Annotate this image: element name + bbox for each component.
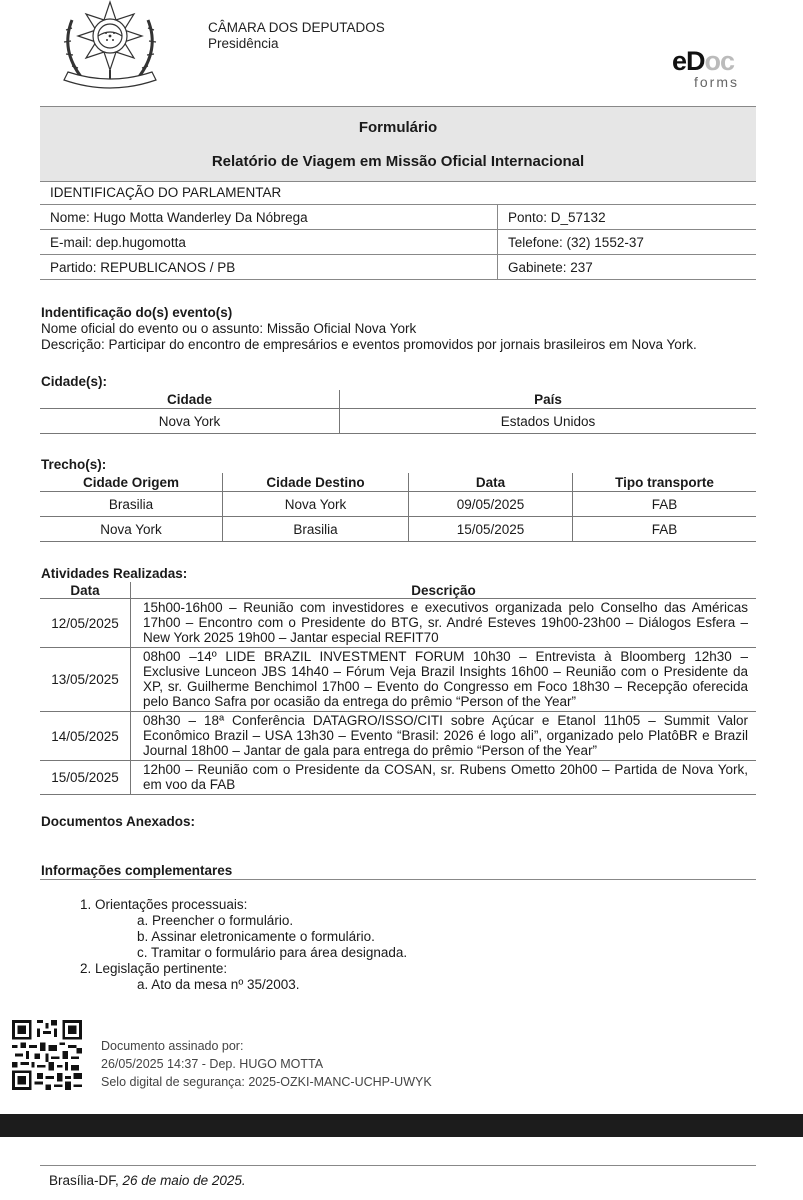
list-item: a. Preencher o formulário. — [137, 913, 294, 928]
col-origem: Cidade Origem — [40, 473, 223, 492]
trechos-heading: Trecho(s): — [41, 457, 107, 472]
atividade-data-cell: 14/05/2025 — [40, 712, 131, 761]
footer-city: Brasília-DF, — [49, 1173, 119, 1188]
trechos-table — [40, 473, 756, 542]
ponto-field: Ponto: D_57132 — [498, 205, 757, 230]
organization-name — [208, 20, 385, 52]
col-pais: País — [340, 390, 757, 409]
transporte-cell: FAB — [573, 517, 757, 542]
edoc-forms-logo — [672, 48, 772, 94]
cidades-table — [40, 390, 756, 434]
col-cidade: Cidade — [40, 390, 340, 409]
gabinete-field: Gabinete: 237 — [498, 255, 757, 280]
data-cell: 09/05/2025 — [409, 492, 573, 517]
logo-e: e — [672, 46, 687, 76]
qr-code-icon — [12, 1020, 82, 1090]
org-line2: Presidência — [208, 36, 279, 51]
brasao-republica-icon — [52, 0, 168, 94]
signature-block — [101, 1037, 432, 1091]
transporte-cell: FAB — [573, 492, 757, 517]
org-line1: CÂMARA DOS DEPUTADOS — [208, 20, 385, 35]
atividade-data-cell: 13/05/2025 — [40, 648, 131, 712]
atividades-heading: Atividades Realizadas: — [41, 566, 188, 581]
evento-nome: Nome oficial do evento ou o assunto: Missão Oficial Nova York — [41, 321, 417, 336]
list-item: 1. Orientações processuais: — [80, 897, 248, 912]
list-item: 2. Legislação pertinente: — [80, 961, 228, 976]
atividades-table — [40, 582, 756, 795]
form-subtitle: Relatório de Viagem em Missão Oficial Internacional — [211, 153, 585, 170]
logo-d: D — [686, 46, 705, 76]
cidade-cell: Nova York — [40, 409, 340, 434]
identification-heading: IDENTIFICAÇÃO DO PARLAMENTAR — [40, 180, 756, 205]
identification-table — [40, 180, 756, 280]
footer-date: 26 de maio de 2025. — [122, 1173, 246, 1188]
table-row — [40, 492, 756, 517]
col-destino: Cidade Destino — [223, 473, 409, 492]
documentos-heading: Documentos Anexados: — [41, 814, 196, 829]
signature-line1: Documento assinado por: — [101, 1039, 244, 1053]
list-item: b. Assinar eletronicamente o formulário. — [137, 929, 375, 944]
table-row — [40, 517, 756, 542]
table-row — [40, 648, 756, 712]
destino-cell: Brasilia — [223, 517, 409, 542]
form-title: Formulário — [358, 119, 438, 136]
form-title-band — [40, 106, 756, 182]
logo-sub: forms — [694, 74, 739, 90]
col-atividade-descricao: Descrição — [131, 582, 757, 599]
table-row — [40, 712, 756, 761]
origem-cell: Nova York — [40, 517, 223, 542]
list-item: a. Ato da mesa nº 35/2003. — [137, 977, 300, 992]
informacoes-heading: Informações complementares — [41, 863, 233, 878]
table-row — [40, 761, 756, 795]
evento-heading: Indentificação do(s) evento(s) — [41, 305, 233, 320]
atividade-data-cell: 12/05/2025 — [40, 599, 131, 648]
footer-bar — [0, 1114, 803, 1137]
destino-cell: Nova York — [223, 492, 409, 517]
atividade-data-cell: 15/05/2025 — [40, 761, 131, 795]
pais-cell: Estados Unidos — [340, 409, 757, 434]
data-cell: 15/05/2025 — [409, 517, 573, 542]
list-item: c. Tramitar o formulário para área designada. — [137, 945, 408, 960]
signature-line3: Selo digital de segurança: 2025-OZKI-MANC-UCHP-UWYK — [101, 1075, 432, 1089]
col-transporte: Tipo transporte — [573, 473, 757, 492]
partido-field: Partido: REPUBLICANOS / PB — [40, 255, 498, 280]
signature-line2: 26/05/2025 14:37 - Dep. HUGO MOTTA — [101, 1057, 324, 1071]
telefone-field: Telefone: (32) 1552-37 — [498, 230, 757, 255]
col-data: Data — [409, 473, 573, 492]
atividade-descricao-cell: 08h30 – 18ª Conferência DATAGRO/ISSO/CITI sobre Açúcar e Etanol 11h05 – Summit Valor Econômico Brazil – USA 13h30 – Evento “Brasil: 2026 é logo ali”, organizado pelo PlatôBR e Brazil Journal 18h00 – Jantar de gala para entrega do prêmio “Person of the Year” — [131, 712, 757, 761]
evento-section — [41, 305, 697, 353]
col-atividade-data: Data — [40, 582, 131, 599]
divider — [40, 879, 756, 880]
cidades-heading: Cidade(s): — [41, 374, 108, 389]
email-field: E-mail: dep.hugomotta — [40, 230, 498, 255]
atividade-descricao-cell: 08h00 –14º LIDE BRAZIL INVESTMENT FORUM 10h30 – Entrevista à Bloomberg 12h30 – Exclusive Lunceon JBS 14h40 – Fórum Veja Brazil Insights 16h00 – Reunião com o Presidente da XP, sr. Guilherme Benchimol 17h00 – Evento do Congresso em Foco 18h30 – Recepção oferecida pelo Banco Safra por ocasião da entrega do prêmio “Person of the Year” — [131, 648, 757, 712]
nome-field: Nome: Hugo Motta Wanderley Da Nóbrega — [40, 205, 498, 230]
atividade-descricao-cell: 15h00-16h00 – Reunião com investidores e executivos organizada pelo Conselho das Américas 17h00 – Encontro com o Presidente do BTG, sr. André Esteves 19h00-23h00 – Diálogos Esfera – New York 2025 19h00 – Jantar especial REFIT70 — [131, 599, 757, 648]
origem-cell: Brasilia — [40, 492, 223, 517]
divider — [40, 1165, 756, 1166]
footer-place-date — [49, 1173, 246, 1188]
logo-oc: oc — [704, 46, 735, 76]
table-row — [40, 409, 756, 434]
informacoes-list — [80, 897, 407, 993]
atividade-descricao-cell: 12h00 – Reunião com o Presidente da COSAN, sr. Rubens Ometto 20h00 – Partida de Nova York, em voo da FAB — [131, 761, 757, 795]
table-row — [40, 599, 756, 648]
evento-descricao: Descrição: Participar do encontro de empresários e eventos promovidos por jornais brasileiros em Nova York. — [41, 337, 697, 352]
